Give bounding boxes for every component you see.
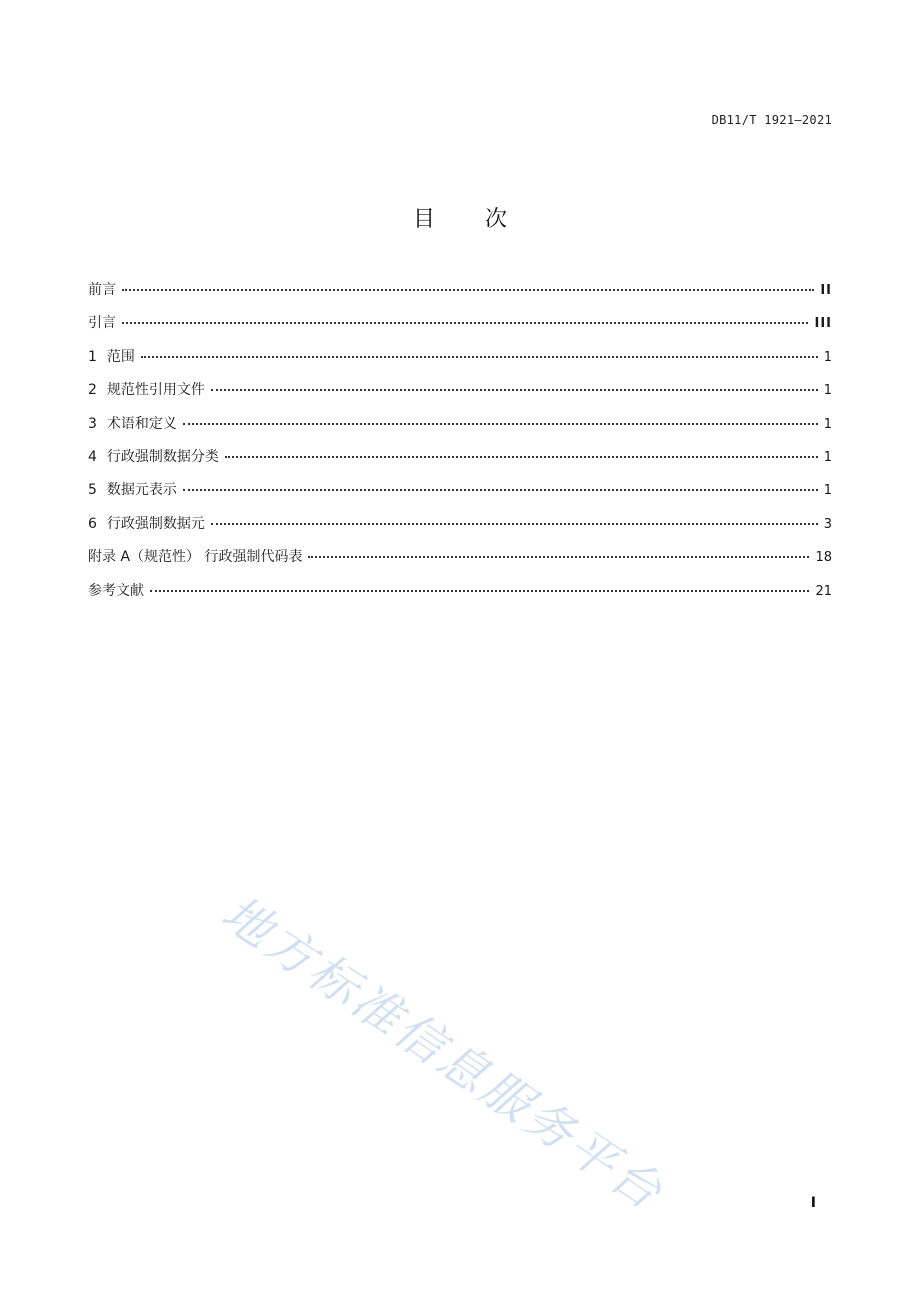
toc-entry-page: 1 (823, 483, 832, 499)
toc-title-char-1: 目 (412, 207, 435, 232)
toc-entry-number: 6 (88, 515, 97, 532)
toc-entry-data-classification[interactable] (88, 446, 832, 479)
toc-entry-label: 引言 (88, 315, 116, 332)
toc-entry-label: 前言 (88, 282, 116, 298)
table-of-contents (88, 279, 832, 613)
dot-leader (183, 489, 818, 491)
toc-title (0, 202, 920, 233)
toc-entry-number: 3 (88, 415, 97, 432)
toc-entry-page: 1 (823, 349, 832, 365)
toc-entry-page: 1 (823, 416, 832, 432)
toc-entry-page: 18 (815, 550, 832, 566)
toc-entry-page: 21 (815, 583, 832, 599)
toc-entry-number: 2 (88, 382, 97, 399)
toc-entry-label: 行政强制数据元 (106, 515, 205, 532)
toc-entry-bibliography[interactable] (88, 580, 832, 613)
toc-entry-page: 3 (823, 516, 832, 532)
toc-entry-label: 附录 A（规范性） 行政强制代码表 (88, 549, 303, 566)
watermark: 地方标准信息服务平台 (211, 885, 675, 1223)
dot-leader (225, 456, 818, 458)
toc-entry-page: III (814, 316, 832, 332)
toc-entry-scope[interactable] (88, 346, 832, 379)
toc-entry-label: 数据元表示 (106, 482, 177, 499)
toc-entry-data-element-representation[interactable] (88, 479, 832, 512)
dot-leader (211, 523, 818, 525)
dot-leader (211, 389, 818, 391)
toc-entry-foreword[interactable] (88, 279, 832, 312)
toc-entry-normative-references[interactable] (88, 379, 832, 412)
dot-leader (308, 556, 809, 558)
dot-leader (141, 356, 818, 358)
dot-leader (150, 590, 809, 592)
toc-entry-page: 1 (823, 383, 832, 399)
toc-entry-label: 规范性引用文件 (106, 382, 205, 399)
document-code: DB11/T 1921—2021 (711, 113, 832, 127)
toc-entry-label: 范围 (106, 348, 135, 365)
toc-entry-label: 术语和定义 (106, 415, 177, 432)
toc-entry-data-elements[interactable] (88, 513, 832, 546)
dot-leader (122, 322, 808, 324)
toc-entry-number: 5 (88, 482, 97, 499)
dot-leader (183, 423, 818, 425)
toc-entry-page: II (820, 283, 832, 298)
toc-entry-appendix-a[interactable] (88, 546, 832, 579)
toc-entry-number: 4 (88, 448, 97, 465)
toc-entry-introduction[interactable] (88, 312, 832, 345)
dot-leader (122, 289, 814, 291)
toc-entry-label: 行政强制数据分类 (106, 448, 219, 465)
page-number: I (810, 1195, 816, 1211)
toc-entry-terms-definitions[interactable] (88, 413, 832, 446)
toc-entry-label: 参考文献 (88, 582, 144, 599)
toc-entry-number: 1 (88, 348, 97, 365)
toc-entry-page: 1 (823, 449, 832, 465)
toc-title-char-2: 次 (485, 207, 508, 232)
